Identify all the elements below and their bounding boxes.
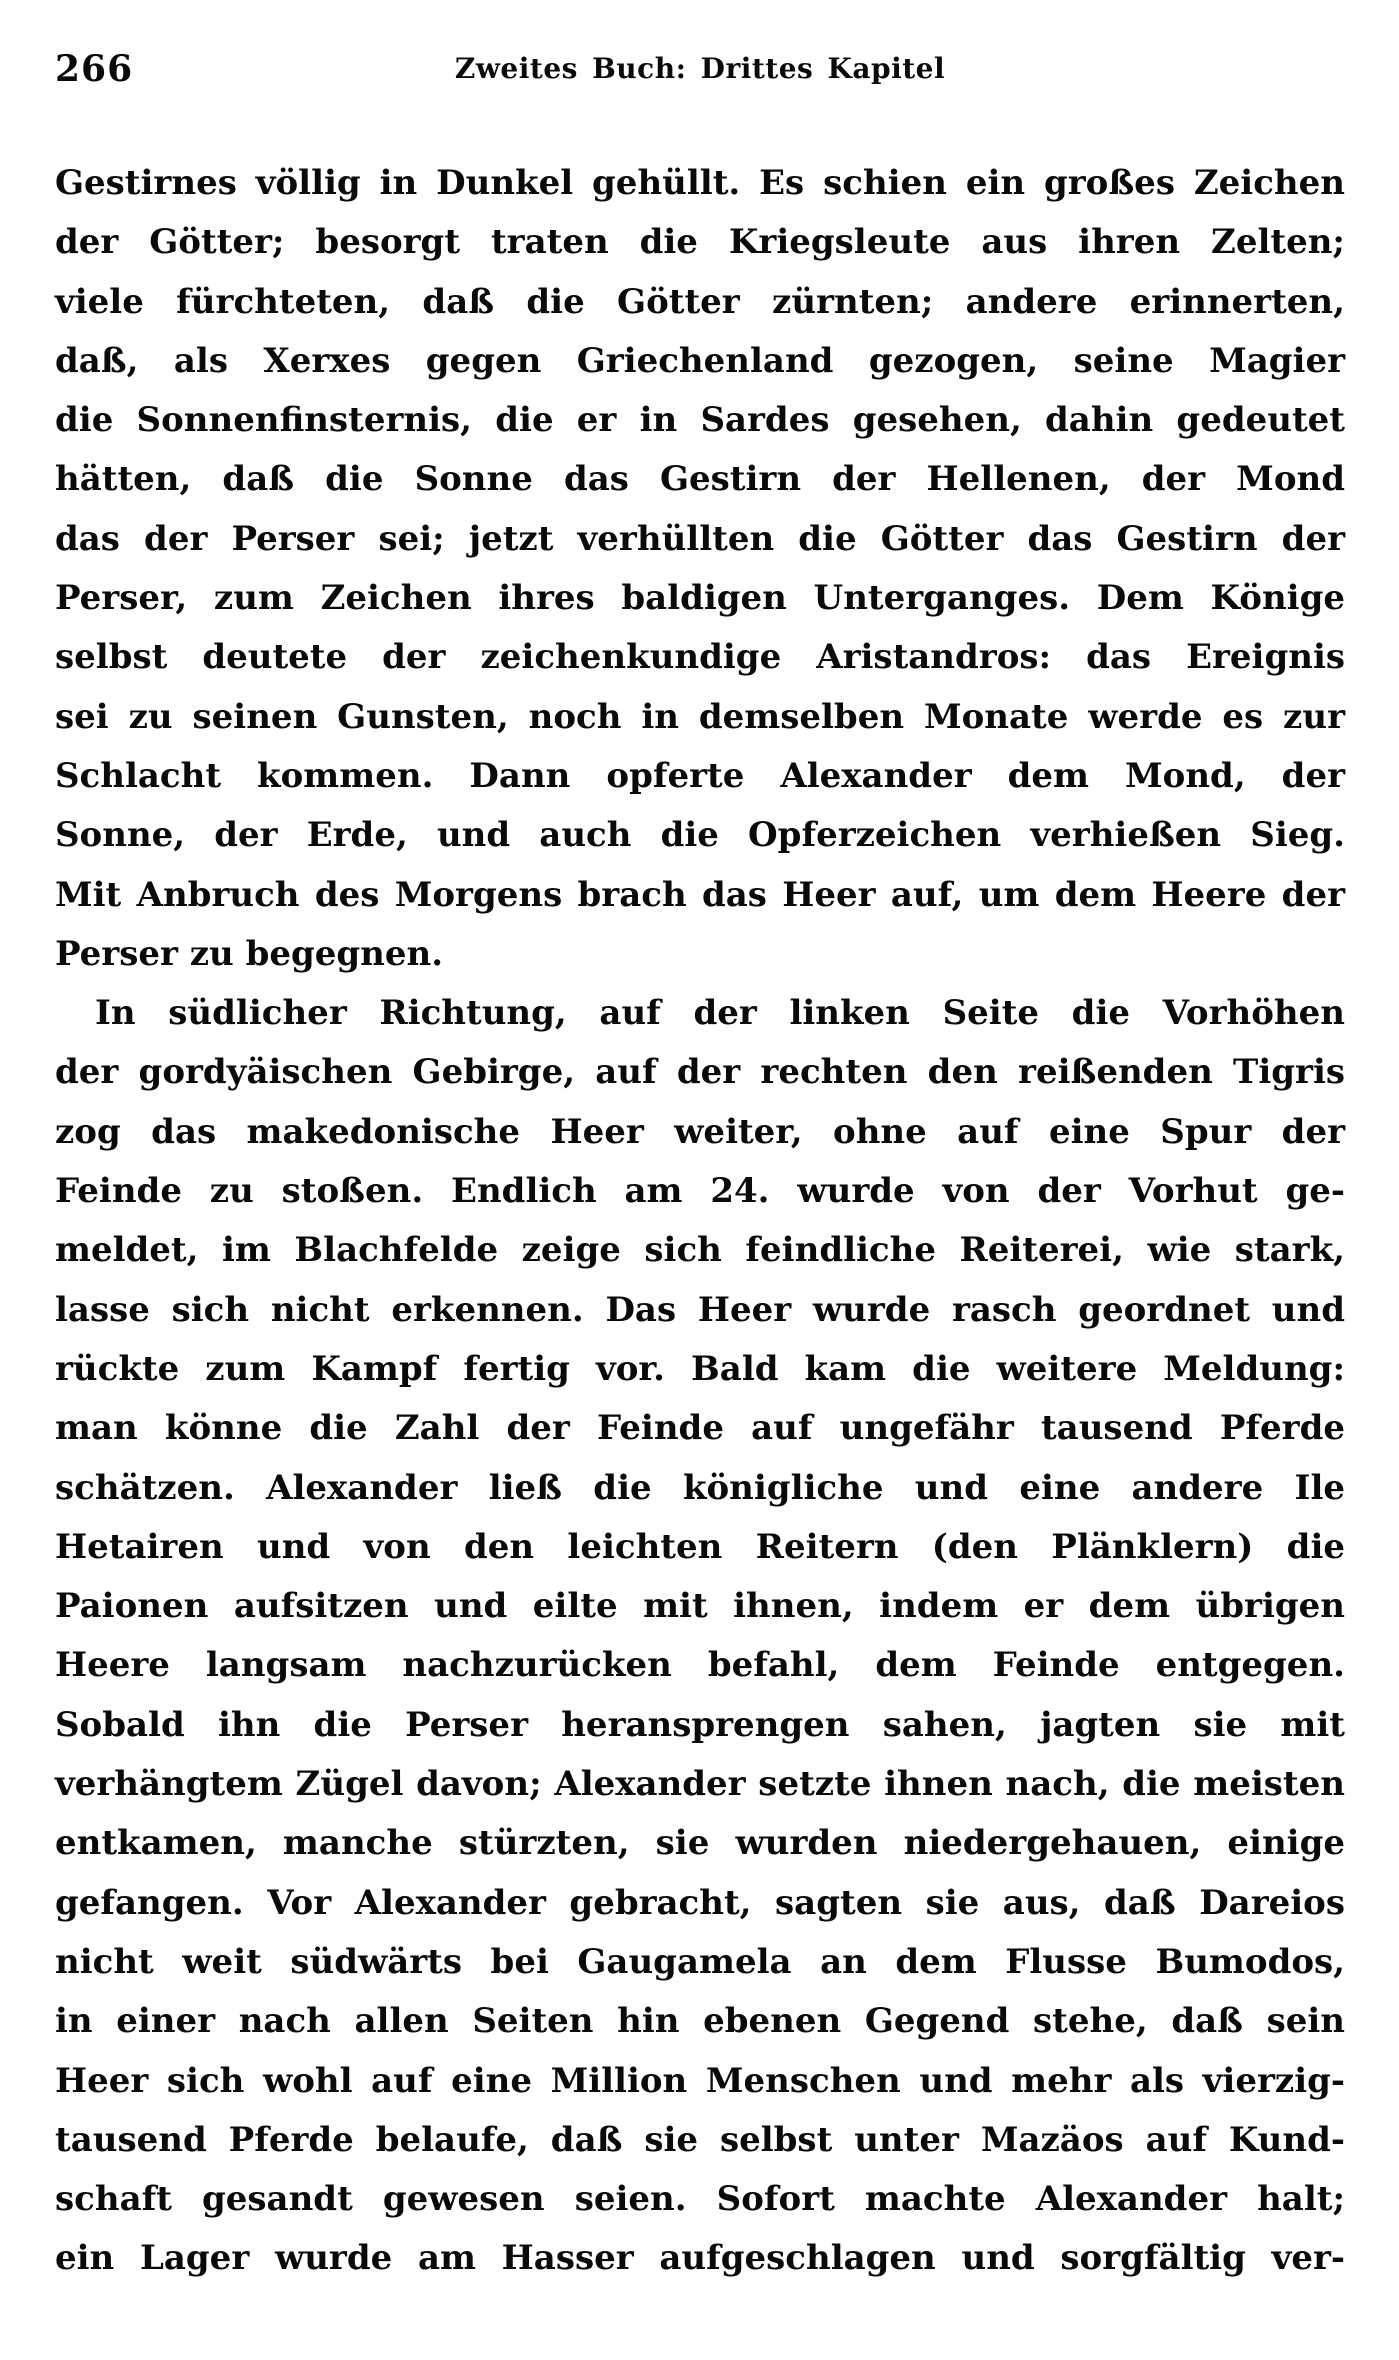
text-line: Paionen aufsitzen und eilte mit ihnen, indem er dem übrigen: [55, 1586, 1345, 1627]
text-line: nicht weit südwärts bei Gaugamela an dem Flusse Bumodos,: [55, 1941, 1345, 1982]
text-line: lasse sich nicht erkennen. Das Heer wurde rasch geordnet und: [55, 1289, 1345, 1330]
text-line: Perser zu begegnen.: [55, 933, 444, 974]
text-line: der Götter; besorgt traten die Kriegsleute aus ihren Zelten;: [55, 222, 1345, 263]
text-line: Schlacht kommen. Dann opferte Alexander dem Mond, der: [55, 755, 1345, 796]
text-line: man könne die Zahl der Feinde auf ungefähr tausend Pferde: [55, 1408, 1345, 1449]
text-line: Perser, zum Zeichen ihres baldigen Unterganges. Dem Könige: [55, 578, 1345, 619]
text-line: entkamen, manche stürzten, sie wurden niedergehauen, einige: [55, 1823, 1345, 1864]
text-line: meldet, im Blachfelde zeige sich feindliche Reiterei, wie stark,: [55, 1230, 1345, 1271]
page-body: [55, 154, 1345, 2289]
text-line: Sonne, der Erde, und auch die Opferzeichen verhießen Sieg.: [55, 815, 1345, 856]
text-line: zog das makedonische Heer weiter, ohne auf eine Spur der: [55, 1111, 1345, 1152]
text-line: In südlicher Richtung, auf der linken Seite die Vorhöhen: [95, 993, 1345, 1034]
text-line: Heer sich wohl auf eine Million Menschen und mehr als vierzig-: [55, 2060, 1345, 2101]
text-line: daß, als Xerxes gegen Griechenland gezogen, seine Magier: [55, 340, 1345, 381]
text-line: Gestirnes völlig in Dunkel gehüllt. Es schien ein großes Zeichen: [55, 163, 1345, 203]
text-line: Sobald ihn die Perser heransprengen sahen, jagten sie mit: [55, 1704, 1345, 1745]
page-header: [55, 42, 1345, 104]
text-line: Hetairen und von den leichten Reitern (den Plänklern) die: [55, 1526, 1345, 1567]
paragraph: [55, 984, 1345, 2289]
running-header: Zweites Buch: Drittes Kapitel: [454, 52, 946, 85]
text-line: verhängtem Zügel davon; Alexander setzte ihnen nach, die meisten: [55, 1764, 1345, 1805]
text-line: der gordyäischen Gebirge, auf der rechten den reißenden Tigris: [55, 1052, 1345, 1093]
text-line: schätzen. Alexander ließ die königliche und eine andere Ile: [55, 1467, 1345, 1508]
page-number: 266: [55, 48, 134, 90]
text-line: Feinde zu stoßen. Endlich am 24. wurde von der Vorhut ge-: [55, 1171, 1345, 1212]
text-line: selbst deutete der zeichenkundige Aristandros: das Ereignis: [55, 637, 1345, 678]
text-line: das der Perser sei; jetzt verhüllten die Götter das Gestirn der: [55, 518, 1345, 559]
text-line: in einer nach allen Seiten hin ebenen Gegend stehe, daß sein: [55, 2001, 1345, 2042]
text-line: tausend Pferde belaufe, daß sie selbst unter Mazäos auf Kund-: [55, 2119, 1345, 2160]
text-line: schaft gesandt gewesen seien. Sofort machte Alexander halt;: [55, 2179, 1345, 2220]
text-line: die Sonnenfinsternis, die er in Sardes gesehen, dahin gedeutet: [55, 400, 1345, 441]
text-line: Mit Anbruch des Morgens brach das Heer auf, um dem Heere der: [55, 874, 1345, 915]
text-line: sei zu seinen Gunsten, noch in demselben Monate werde es zur: [55, 696, 1345, 737]
text-line: gefangen. Vor Alexander gebracht, sagten sie aus, daß Dareios: [55, 1882, 1345, 1923]
text-line: Heere langsam nachzurücken befahl, dem Feinde entgegen.: [55, 1645, 1345, 1686]
text-line: ein Lager wurde am Hasser aufgeschlagen und sorgfältig ver-: [55, 2238, 1345, 2279]
text-line: viele fürchteten, daß die Götter zürnten; andere erinnerten,: [55, 281, 1345, 322]
text-line: hätten, daß die Sonne das Gestirn der Hellenen, der Mond: [55, 459, 1345, 500]
text-line: rückte zum Kampf fertig vor. Bald kam die weitere Meldung:: [55, 1348, 1345, 1389]
paragraph: [55, 154, 1345, 984]
